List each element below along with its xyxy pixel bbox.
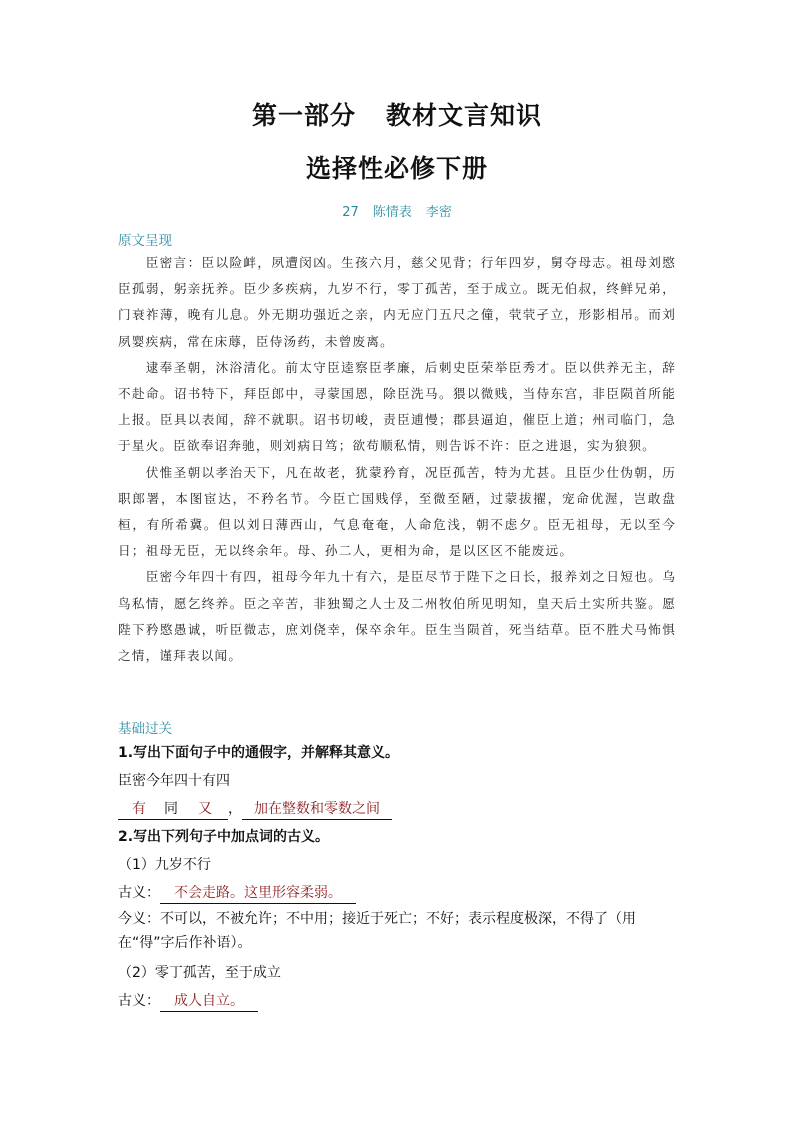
question-2-item-2: （2）零丁孤苦，至于成立 bbox=[118, 965, 281, 981]
book-title: 选择性必修下册 bbox=[305, 154, 488, 183]
question-2-text: 写出下列句子中加点词的古义。 bbox=[133, 829, 330, 845]
section-heading-original: 原文呈现 bbox=[118, 233, 172, 249]
lesson-heading bbox=[0, 201, 794, 220]
question-1-number: 1. bbox=[118, 745, 134, 761]
passage-paragraph: 臣密言：臣以险衅，夙遭闵凶。生孩六月，慈父见背；行年四岁，舅夺母志。祖母刘愍臣孤弱，躬亲抚养。臣少多疾病，九岁不行，零丁孤苦，至于成立。既无伯叔，终鲜兄弟，门衰祚薄，晚有儿息。外无期功强近之亲，内无应门五尺之僮，茕茕孑立，形影相吊。而刘夙婴疾病，常在床蓐，臣侍汤药，未曾废离。 bbox=[118, 255, 676, 349]
question-1-answer bbox=[118, 797, 678, 821]
jin-label: 今义： bbox=[118, 911, 160, 927]
answer-blank-same: 同 bbox=[160, 800, 182, 820]
gu-label: 古义： bbox=[118, 993, 160, 1009]
question-2-prompt bbox=[118, 825, 678, 849]
question-2-item-1-gu bbox=[118, 881, 678, 905]
passage-paragraph: 伏惟圣朝以孝治天下，凡在故老，犹蒙矜育，况臣孤苦，特为尤甚。且臣少仕伪朝，历职郎署，本图宦达，不矜名节。今臣亡国贱俘，至微至陋，过蒙拔擢，宠命优渥，岂敢盘桓，有所希冀。但以刘日薄西山，气息奄奄，人命危浅，朝不虑夕。臣无祖母，无以至今日；祖母无臣，无以终余年。母、孙二人，更相为命，是以区区不能废远。 bbox=[118, 464, 676, 559]
lesson-author: 李密 bbox=[425, 205, 452, 220]
page-title bbox=[0, 96, 794, 132]
gu-label: 古义： bbox=[118, 885, 160, 901]
question-1-prompt bbox=[118, 741, 678, 765]
passage-paragraph: 逮奉圣朝，沐浴清化。前太守臣逵察臣孝廉，后刺史臣荣举臣秀才。臣以供养无主，辞不赴命。诏书特下，拜臣郎中，寻蒙国恩，除臣洗马。猥以微贱，当侍东宫，非臣陨首所能上报。臣具以表闻，辞不就职。诏书切峻，责臣逋慢；郡县逼迫，催臣上道；州司临门，急于星火。臣欲奉诏奔驰，则刘病日笃；欲苟顺私情，则告诉不许：臣之进退，实为狼狈。 bbox=[118, 359, 676, 454]
question-2-number: 2. bbox=[118, 829, 134, 845]
question-2-item-2-gu bbox=[118, 989, 678, 1013]
answer-blank-gu-2: 成人自立。 bbox=[160, 992, 258, 1012]
question-2-item-1: （1）九岁不行 bbox=[118, 857, 211, 873]
answer-blank-equiv: 又 bbox=[182, 800, 228, 820]
section-heading-basic: 基础过关 bbox=[118, 721, 172, 737]
question-1-text: 写出下面句子中的通假字，并解释其意义。 bbox=[133, 745, 400, 761]
lesson-number: 27 bbox=[342, 205, 359, 220]
passage-paragraph: 臣密今年四十有四，祖母今年九十有六，是臣尽节于陛下之日长，报养刘之日短也。乌鸟私情，愿乞终养。臣之辛苦，非独蜀之人士及二州牧伯所见明知，皇天后土实所共鉴。愿陛下矜愍愚诚，听臣微志，庶刘侥幸，保卒余年。臣生当陨首，死当结草。臣不胜犬马怖惧之情，谨拜表以闻。 bbox=[118, 569, 676, 664]
question-1-sentence: 臣密今年四十有四 bbox=[118, 773, 230, 789]
question-2-item-1-jin bbox=[118, 907, 678, 955]
original-passage bbox=[118, 250, 676, 669]
answer-blank-meaning: 加在整数和零数之间 bbox=[242, 800, 392, 820]
answer-blank-char: 有 bbox=[118, 800, 160, 820]
answer-comma: ， bbox=[228, 801, 242, 817]
title-topic: 教材文言知识 bbox=[386, 101, 543, 130]
lesson-title: 陈情表 bbox=[372, 205, 412, 220]
jin-text: 不可以，不被允许；不中用；接近于死亡；不好；表示程度极深，不得了（用在“得”字后作补语）。 bbox=[118, 911, 636, 951]
title-part: 第一部分 bbox=[251, 101, 356, 130]
answer-blank-gu-1: 不会走路。这里形容柔弱。 bbox=[160, 884, 356, 904]
